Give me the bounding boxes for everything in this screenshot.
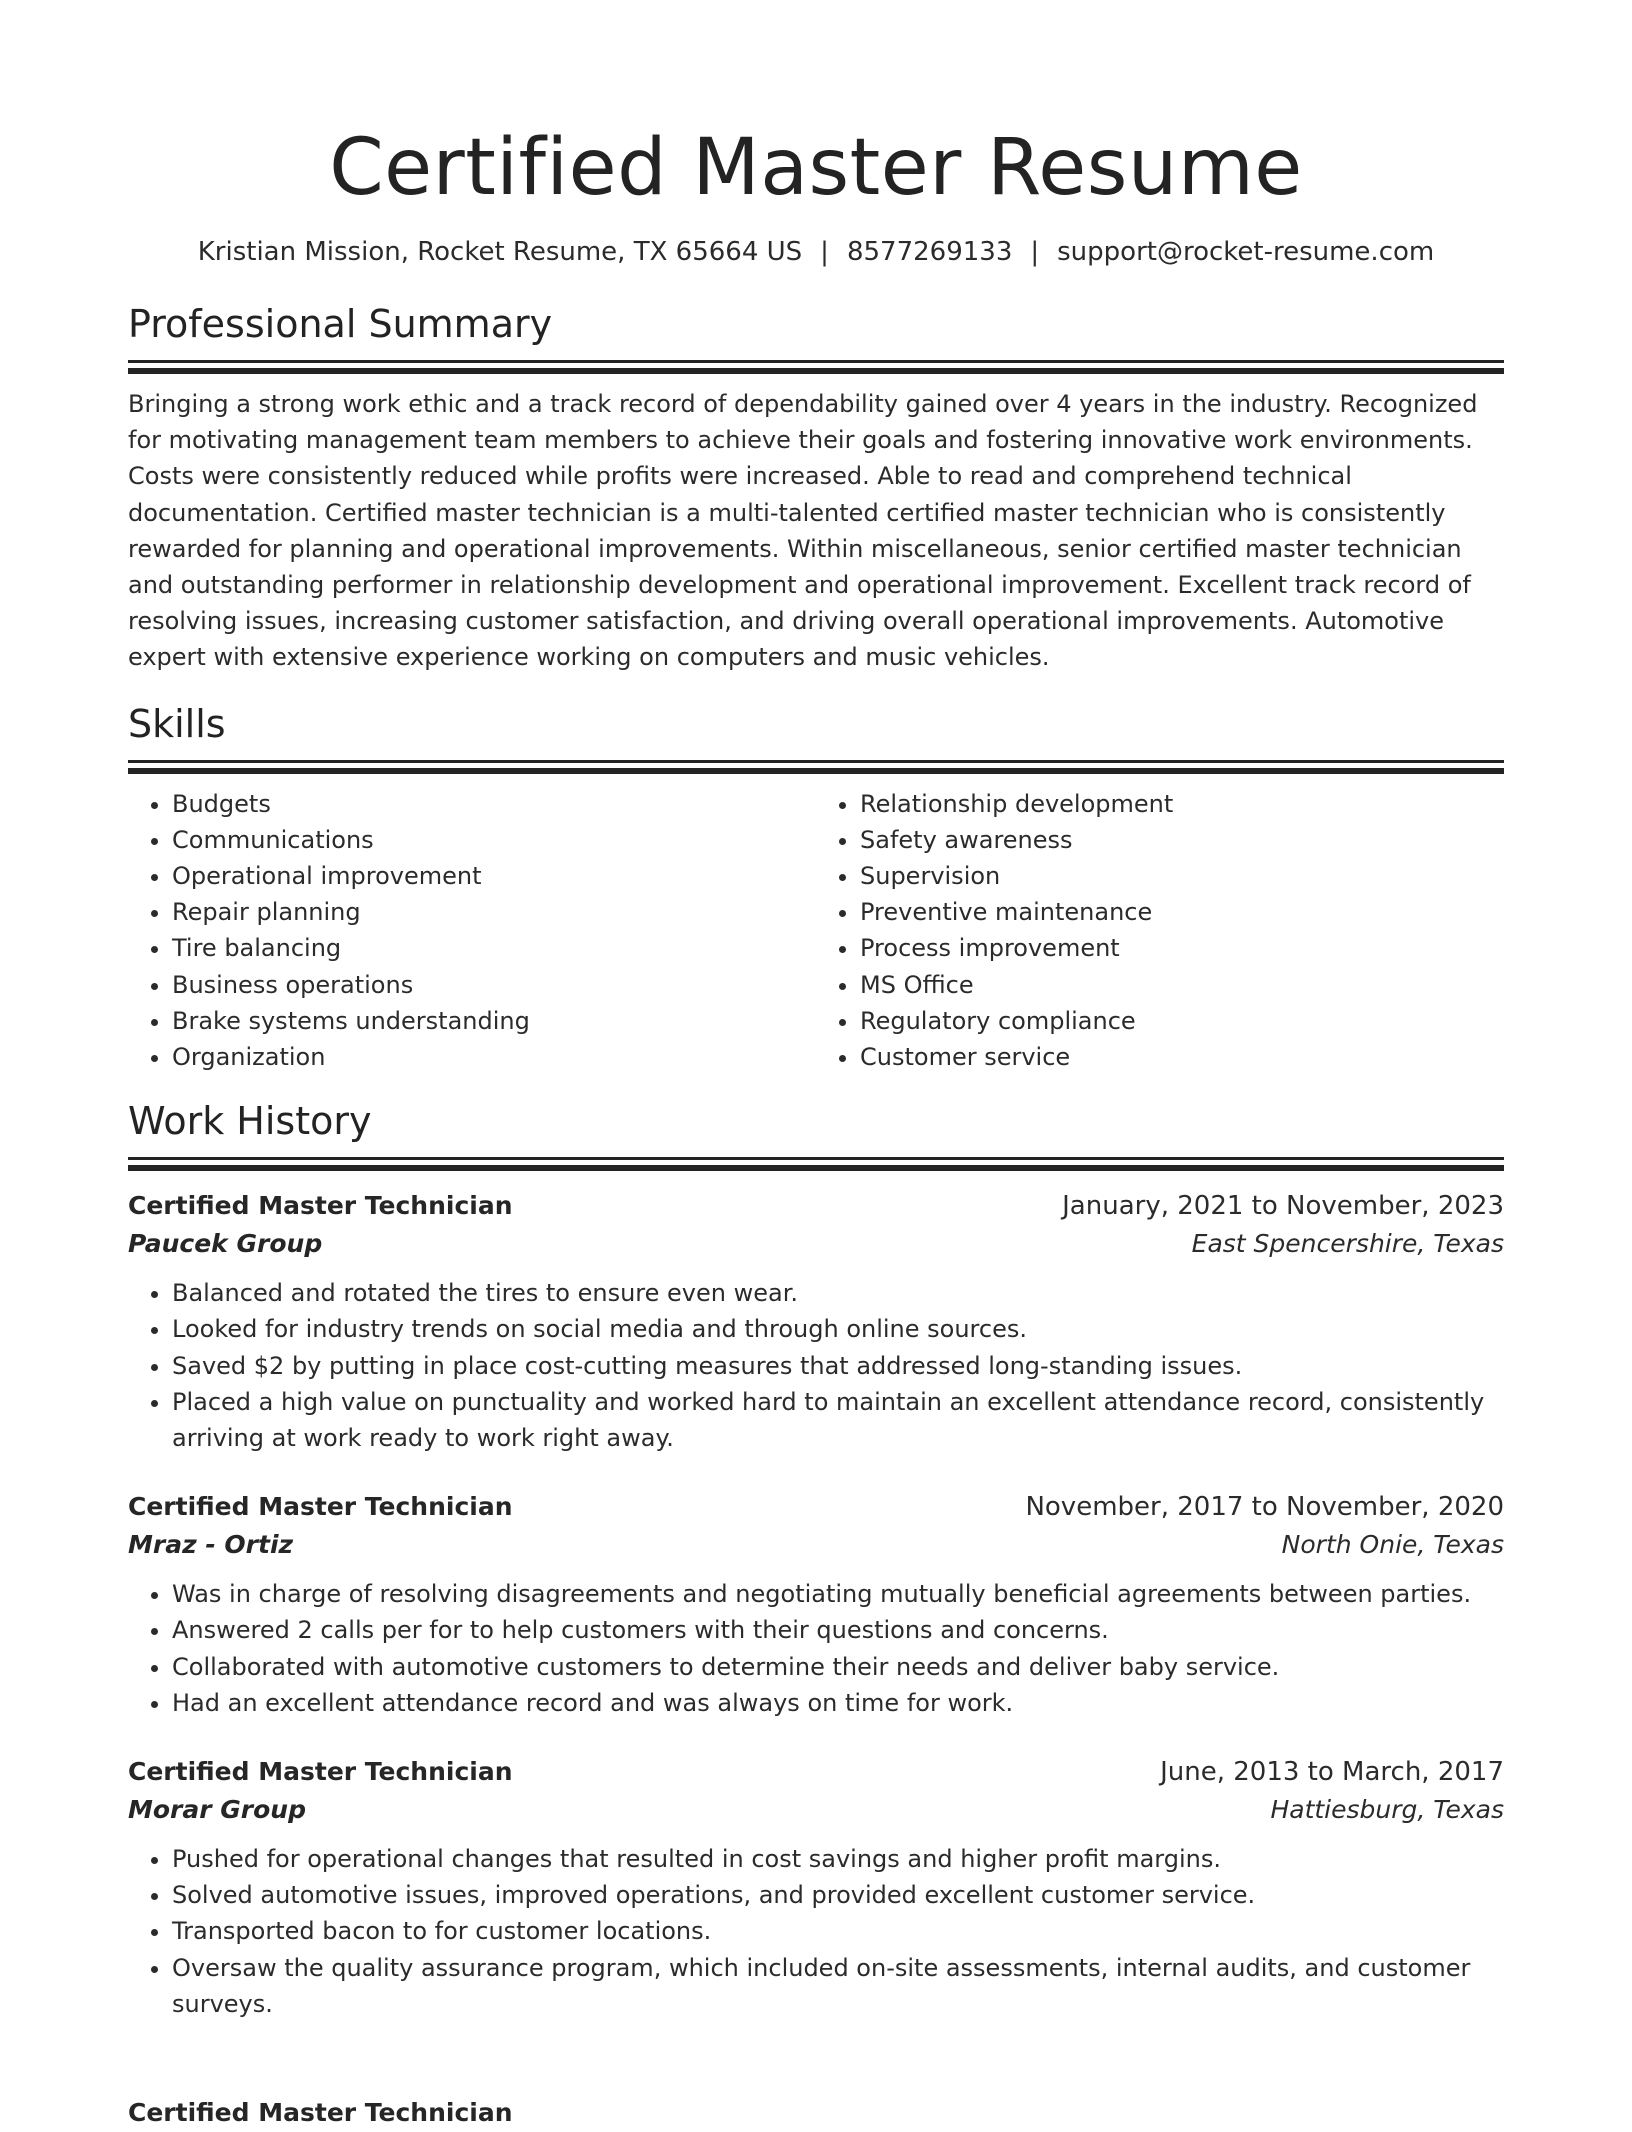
skill-item: • Repair planning (172, 894, 816, 930)
skill-item: • Operational improvement (172, 858, 816, 894)
section-heading-skills: Skills (128, 701, 226, 746)
skill-item: • Safety awareness (860, 822, 1504, 858)
skills-section (128, 700, 1504, 1076)
job-bullet: • Placed a high value on punctuality and worked hard to maintain an excellent attendance record, consistently arriving at work ready to work right away. (172, 1384, 1504, 1456)
job-subheader-row (128, 1526, 1504, 1564)
section-divider (128, 368, 1504, 374)
skill-item: • Preventive maintenance (860, 894, 1504, 930)
section-heading-summary: Professional Summary (128, 302, 553, 346)
job-entry (128, 1488, 1504, 1721)
skills-list-left (128, 786, 816, 1076)
job-list (128, 1187, 1504, 2022)
job-dates: January, 2021 to November, 2023 (1062, 1191, 1504, 1222)
job-bullet-list (128, 1576, 1504, 1721)
job-dates: November, 2017 to November, 2020 (1025, 1492, 1504, 1523)
job-subheader-row (128, 1225, 1504, 1263)
contact-separator: | (820, 237, 829, 267)
resume-title: Certified Master Resume (329, 123, 1303, 213)
skill-item: • Communications (172, 822, 816, 858)
summary-section (128, 300, 1504, 676)
job-bullet: • Had an excellent attendance record and was always on time for work. (172, 1685, 1504, 1721)
job-bullet-list (128, 1841, 1504, 2022)
job-location: North Onie, Texas (1281, 1530, 1504, 1560)
section-divider (128, 768, 1504, 774)
job-bullet: • Oversaw the quality assurance program, which included on-site assessments, internal audits, and customer surveys. (172, 1950, 1504, 2022)
section-divider (128, 760, 1504, 763)
skills-list-right (816, 786, 1504, 1076)
job-location: East Spencershire, Texas (1191, 1229, 1504, 1259)
work-history-section (128, 1097, 1504, 2022)
skill-item: • MS Office (860, 967, 1504, 1003)
skill-item: • Business operations (172, 967, 816, 1003)
skill-item: • Tire balancing (172, 930, 816, 966)
job-bullet: • Collaborated with automotive customers to determine their needs and deliver baby service. (172, 1649, 1504, 1685)
job-title: Certified Master Technician (128, 2098, 513, 2127)
job-bullet: • Balanced and rotated the tires to ensure even wear. (172, 1275, 1504, 1311)
job-bullet: • Looked for industry trends on social media and through online sources. (172, 1311, 1504, 1347)
skill-item: • Process improvement (860, 930, 1504, 966)
job-title-cutoff (128, 2094, 1504, 2132)
job-company: Morar Group (128, 1795, 307, 1825)
job-entry (128, 1753, 1504, 2022)
job-location: Hattiesburg, Texas (1270, 1795, 1504, 1825)
summary-paragraph: Bringing a strong work ethic and a track record of dependability gained over 4 years in the industry. Recognized for motivating management team members to achieve their goals and fostering innovative work environments. Costs were consistently reduced while profits were increased. Able to read and comprehend technical documentation. Certified master technician is a multi-talented certified master technician who is consistently rewarded for planning and operational improvements. Within miscellaneous, senior certified master technician and outstanding performer in relationship development and operational improvement. Excellent track record of resolving issues, increasing customer satisfaction, and driving overall operational improvements. Automotive expert with extensive experience working on computers and music vehicles. (128, 390, 1478, 672)
job-company: Mraz - Ortiz (128, 1530, 294, 1560)
contact-phone: 8577269133 (846, 237, 1013, 267)
skill-item: • Supervision (860, 858, 1504, 894)
job-bullet: • Saved $2 by putting in place cost-cutting measures that addressed long-standing issues. (172, 1348, 1504, 1384)
skill-item: • Customer service (860, 1039, 1504, 1075)
job-subheader-row (128, 1791, 1504, 1829)
job-bullet: • Transported bacon to for customer locations. (172, 1913, 1504, 1949)
job-bullet: • Answered 2 calls per for to help customers with their questions and concerns. (172, 1612, 1504, 1648)
job-title: Certified Master Technician (128, 1492, 513, 1522)
skill-item: • Regulatory compliance (860, 1003, 1504, 1039)
job-bullet: • Pushed for operational changes that resulted in cost savings and higher profit margins. (172, 1841, 1504, 1877)
skill-item: • Brake systems understanding (172, 1003, 816, 1039)
skill-item: • Organization (172, 1039, 816, 1075)
skills-columns (128, 786, 1504, 1076)
job-company: Paucek Group (128, 1229, 323, 1259)
skill-item: • Budgets (172, 786, 816, 822)
contact-address: Kristian Mission, Rocket Resume, TX 65664 US (197, 237, 803, 267)
section-divider (128, 1157, 1504, 1160)
job-title: Certified Master Technician (128, 1757, 513, 1787)
job-header-row (128, 1187, 1504, 1225)
job-bullet-list (128, 1275, 1504, 1456)
job-entry (128, 1187, 1504, 1456)
section-divider (128, 1165, 1504, 1171)
job-dates: June, 2013 to March, 2017 (1160, 1757, 1504, 1788)
contact-email: support@rocket-resume.com (1057, 237, 1435, 267)
job-header-row (128, 1488, 1504, 1526)
job-title: Certified Master Technician (128, 1191, 513, 1221)
job-bullet: • Solved automotive issues, improved operations, and provided excellent customer service. (172, 1877, 1504, 1913)
job-header-row (128, 1753, 1504, 1791)
section-divider (128, 360, 1504, 363)
contact-separator: | (1030, 237, 1040, 267)
job-bullet: • Was in charge of resolving disagreements and negotiating mutually beneficial agreements between parties. (172, 1576, 1504, 1612)
section-heading-work: Work History (128, 1099, 372, 1144)
contact-line (128, 234, 1504, 270)
skill-item: • Relationship development (860, 786, 1504, 822)
